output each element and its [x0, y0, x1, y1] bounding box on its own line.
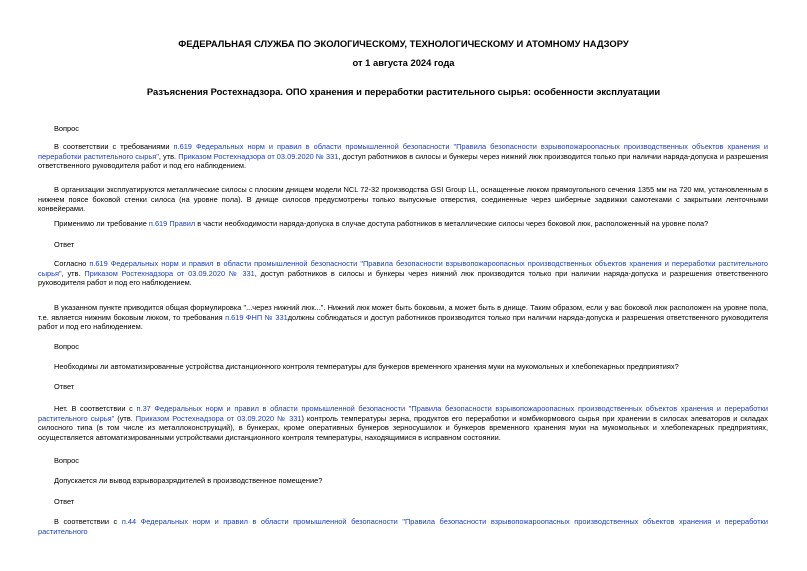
rules-link-p619[interactable]: п.619 Правил: [148, 219, 196, 228]
paragraph-5: [38, 303, 768, 332]
fnp-link-p619[interactable]: п.619 ФНП № 331: [225, 312, 288, 322]
document-date: от 1 августа 2024 года: [352, 57, 455, 68]
text: В соответствии с требованиями: [54, 142, 174, 151]
paragraph-3: [38, 219, 768, 229]
norms-link-p619[interactable]: п.619 Федеральных норм и правил в области промышленной безопасности "Правила безопасности взрывопожароопасных производственных объектов хранения и переработки растительного сырья": [38, 142, 768, 161]
text: в части необходимости наряда-допуска в случае доступа работников в металлические силосы через боковой люк, расположенный на уровне пола?: [195, 219, 709, 228]
question-label-3: Вопрос: [54, 456, 79, 465]
text: , утв.: [158, 151, 179, 161]
paragraph-7: [38, 404, 768, 442]
text: ) контроль температуры зерна, продуктов его переработки и комбикормового сырья при хранении в силосах элеваторов и складах силосного типа (в том числе из металлоконструкций), в бункерах, кроме оперативных бункеров зерносушилок и бункеров временного хранения муки на мукомольных и хлебопекарных предприятиях, осуществляется автоматизированными устройствами дистанционного контроля температуры, находящимися в исправном состоянии.: [38, 413, 768, 442]
text: должны соблюдаться и доступ работников производится только при наличии наряда-допуска и разрешения ответственного руководителя работ и под его наблюдением.: [38, 312, 768, 332]
agency-heading: ФЕДЕРАЛЬНАЯ СЛУЖБА ПО ЭКОЛОГИЧЕСКОМУ, ТЕХНОЛОГИЧЕСКОМУ И АТОМНОМУ НАДЗОРУ: [178, 38, 629, 49]
paragraph-8: Допускается ли вывод взрыворазрядителей в производственное помещение?: [54, 476, 323, 485]
paragraph-4: [38, 259, 768, 288]
norms-link-p44[interactable]: п.44 Федеральных норм и правил в области промышленной безопасности "Правила безопасности взрывопожароопасных производственных объектов хранения и переработки растительного: [38, 517, 769, 536]
text: (утв.: [114, 413, 136, 423]
text: , утв.: [61, 268, 85, 278]
text: , доступ работников в силосы и бункеры через нижний люк производится только при наличии наряда-допуска и разрешения ответственного руководителя работ и под его наблюдением.: [38, 151, 768, 171]
norms-link-p619-answer[interactable]: п.619 Федеральных норм и правил в области промышленной безопасности "Правила безопасности взрывопожароопасных производственных объектов хранения и переработки растительного сырья": [38, 259, 768, 278]
text: Согласно: [54, 259, 90, 268]
answer-label-2: Ответ: [54, 382, 75, 391]
document-title: Разъяснения Ростехнадзора. ОПО хранения и переработки растительного сырья: особенности эксплуатации: [146, 86, 661, 97]
text: , доступ работников в силосы и бункеры через нижний люк производится только при наличии наряда-допуска и разрешения ответственного руководителя работ и под его наблюдением.: [38, 268, 768, 288]
question-label-1: Вопрос: [54, 124, 79, 133]
paragraph-1: [38, 142, 768, 171]
answer-label-1: Ответ: [54, 240, 75, 249]
text: В указанном пункте приводится общая формулировка "...через нижний люк...". Нижний люк может быть боковым, а может быть в днище. Таким образом, если у вас боковой люк расположен на уровне пола, т.е. является нижним боковым люком, то требования: [38, 303, 768, 322]
order-link-331-p37[interactable]: Приказом Ростехнадзора от 03.09.2020 № 331: [135, 413, 302, 423]
text: Применимо ли требование: [54, 219, 149, 228]
question-label-2: Вопрос: [54, 342, 79, 351]
paragraph-9: [38, 517, 768, 536]
text: Нет. В соответствии с: [54, 404, 137, 413]
order-link-331[interactable]: Приказом Ростехнадзора от 03.09.2020 № 331: [178, 151, 339, 161]
paragraph-2: В организации эксплуатируются металлические силосы с плоским днищем модели NCL 72-32 производства GSI Group LL, оснащенные люком прямоугольного сечения 1355 мм на 720 мм, установленным в нижнем поясе боковой стенки силоса (на уровне пола). В днище силосов предусмотрены только выпускные отверстия, соединенные через шиберные задвижки самотеками с закрытыми ленточными конвейерами.: [38, 185, 768, 214]
paragraph-6: Необходимы ли автоматизированные устройства дистанционного контроля температуры для бункеров временного хранения муки на мукомольных и хлебопекарных предприятиях?: [54, 362, 679, 371]
order-link-331-answer[interactable]: Приказом Ростехнадзора от 03.09.2020 № 331: [84, 268, 255, 278]
answer-label-3: Ответ: [54, 497, 75, 506]
text: В соответствии с: [54, 517, 122, 526]
norms-link-p37[interactable]: п.37 Федеральных норм и правил в области промышленной безопасности "Правила безопасности взрывопожароопасных производственных объектов хранения и переработки растительного сырья": [38, 404, 768, 423]
